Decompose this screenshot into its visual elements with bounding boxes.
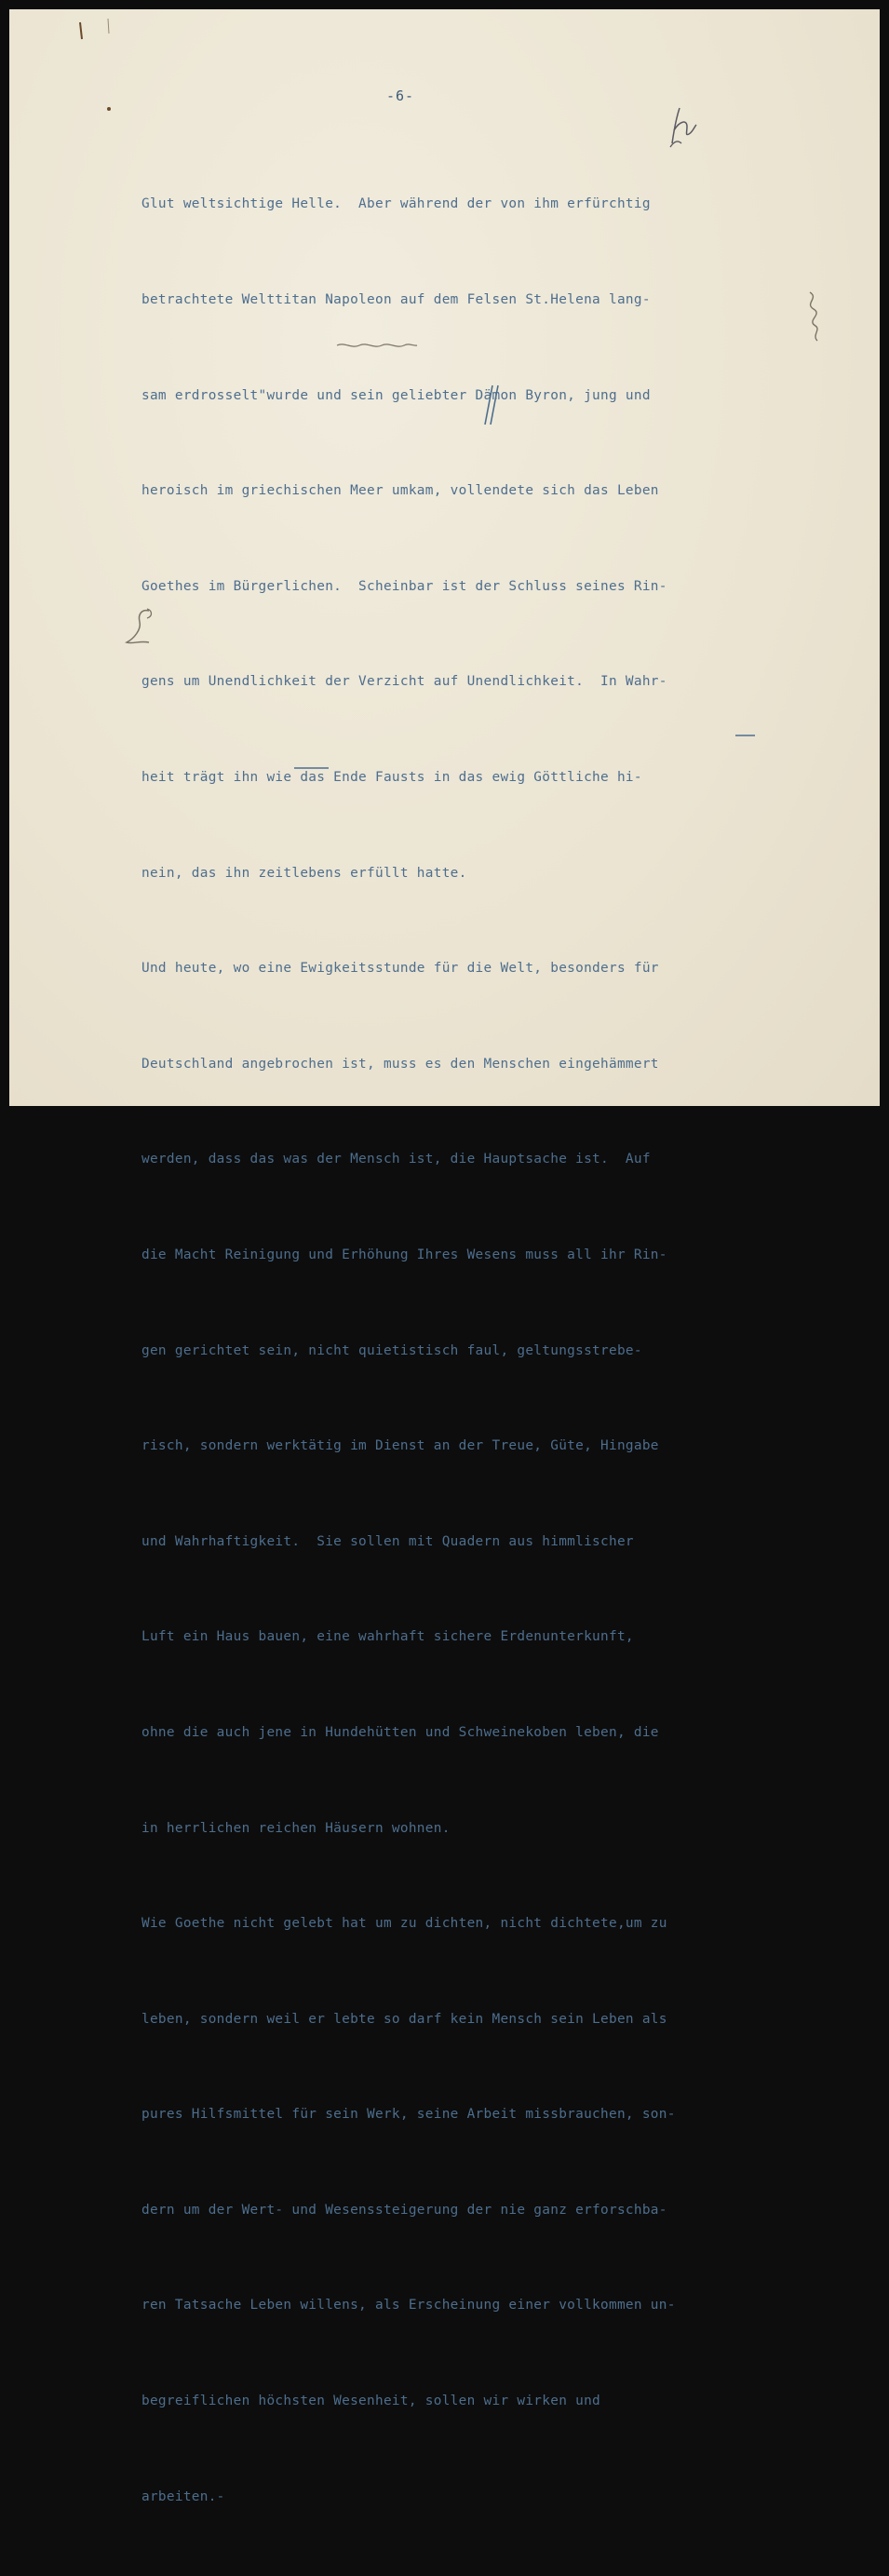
text-line: und Wahrhaftigkeit. Sie sollen mit Quadern aus himmlischer	[141, 1533, 634, 1549]
text-line: Und heute, wo eine Ewigkeitsstunde für die Welt, besonders für	[141, 961, 659, 977]
text-line: ohne die auch jene in Hundehütten und Schweinekoben leben, die	[141, 1724, 659, 1740]
text-line: Luft ein Haus bauen, eine wahrhaft sichere Erdenunterkunft,	[141, 1629, 634, 1645]
document-page	[9, 9, 880, 2504]
text-line: risch, sondern werktätig im Dienst an der Treue, Güte, Hingabe	[141, 1438, 659, 1454]
text-line: pures Hilfsmittel für sein Werk, seine Arbeit missbrauchen, son-	[141, 2107, 676, 2123]
text-line: heit trägt ihn wie das Ende Fausts in das ewig Göttliche hi-	[141, 769, 642, 785]
text-line: sam erdrosselt"wurde und sein geliebter Dämon Byron, jung und	[141, 387, 651, 403]
text-line: betrachtete Welttitan Napoleon auf dem Felsen St.Helena lang-	[141, 292, 651, 307]
text-line: werden, dass das was der Mensch ist, die Hauptsache ist. Auf	[141, 1152, 651, 1167]
text-line: Goethes im Bürgerlichen. Scheinbar ist der Schluss seines Rin-	[141, 578, 667, 594]
text-line: nein, das ihn zeitlebens erfüllt hatte.	[141, 865, 467, 881]
text-line: heroisch im griechischen Meer umkam, vollendete sich das Leben	[141, 483, 659, 499]
text-line: arbeiten.-	[141, 2488, 225, 2504]
text-line: Glut weltsichtige Helle. Aber während der von ihm erfürchtig	[141, 196, 651, 212]
text-line: gens um Unendlichkeit der Verzicht auf Unendlichkeit. In Wahr-	[141, 674, 667, 690]
text-line: Wie Goethe nicht gelebt hat um zu dichten, nicht dichtete,um zu	[141, 1916, 667, 1932]
text-line: leben, sondern weil er lebte so darf kein Mensch sein Leben als	[141, 2011, 667, 2027]
text-line: Deutschland angebrochen ist, muss es den Menschen eingehämmert	[141, 1056, 659, 1072]
text-line: die Macht Reinigung und Erhöhung Ihres Wesens muss all ihr Rin-	[141, 1247, 667, 1262]
typed-body-text	[141, 125, 812, 2576]
text-line: begreiflichen höchsten Wesenheit, sollen wir wirken und	[141, 2394, 601, 2409]
page-number: -6-	[386, 88, 415, 104]
paper-blemish	[74, 15, 112, 117]
text-line: ren Tatsache Leben willens, als Erscheinung einer vollkommen un-	[141, 2298, 676, 2313]
text-line: gen gerichtet sein, nicht quietistisch faul, geltungsstrebe-	[141, 1342, 642, 1358]
text-line: dern um der Wert- und Wesenssteigerung der nie ganz erforschba-	[141, 2202, 667, 2218]
text-line: in herrlichen reichen Häusern wohnen.	[141, 1820, 451, 1836]
